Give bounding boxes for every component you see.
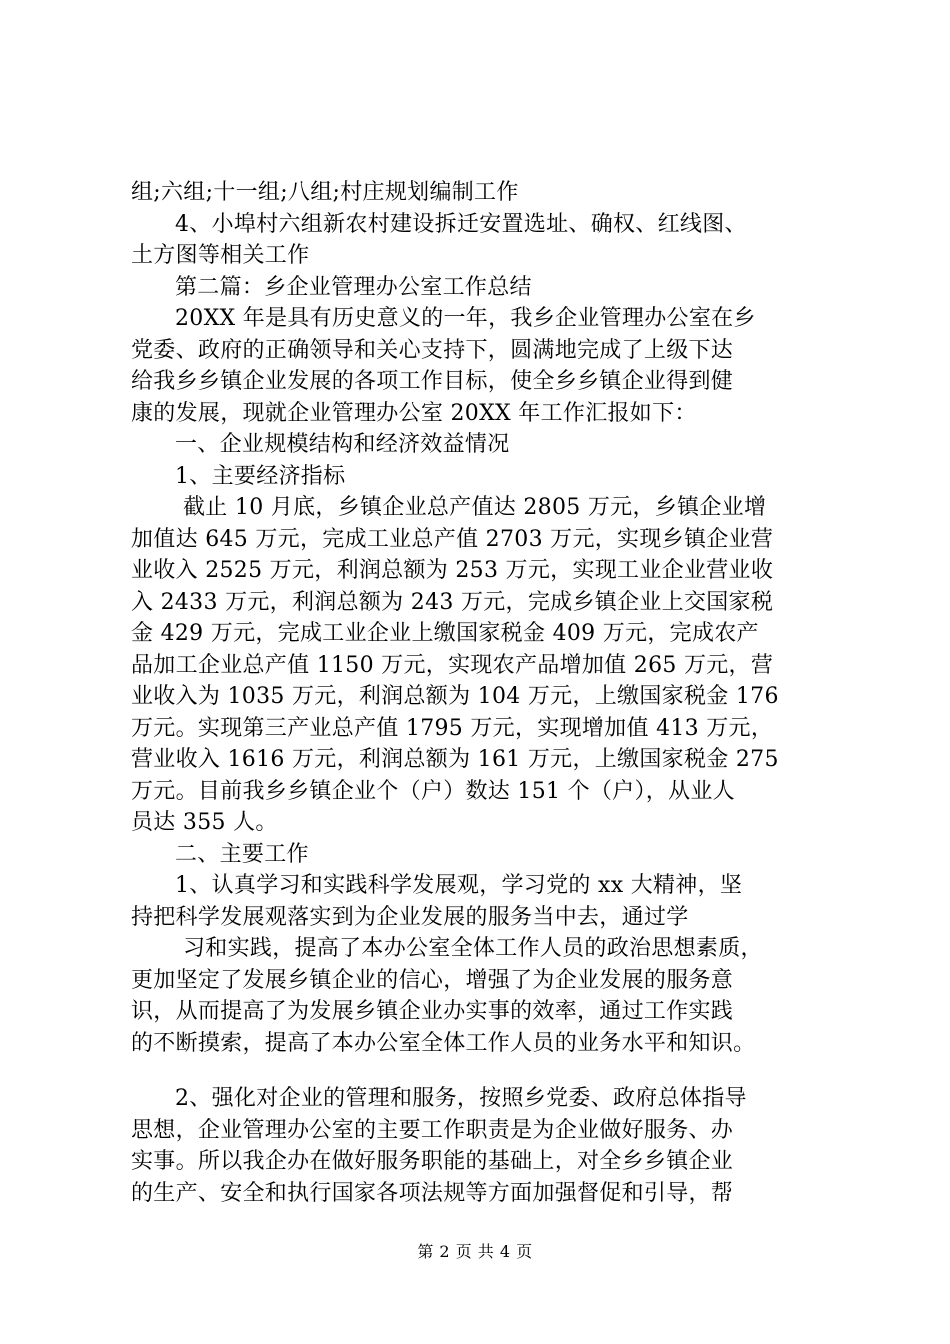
- text-line: 4、小埠村六组新农村建设拆迁安置选址、确权、红线图、: [175, 211, 747, 237]
- text-line: 习和实践，提高了本办公室全体工作人员的政治思想素质，: [183, 936, 763, 961]
- text-line: 20XX 年是具有历史意义的一年，我乡企业管理办公室在乡: [175, 306, 756, 331]
- text-line: 品加工企业总产值 1150 万元，实现农产品增加值 265 万元，营: [131, 652, 774, 678]
- text-line: 给我乡乡镇企业发展的各项工作目标，使全乡乡镇企业得到健: [131, 369, 734, 394]
- page-number-footer: 第 2 页 共 4 页: [417, 1242, 533, 1261]
- text-line: 持把科学发展观落实到为企业发展的服务当中去，通过学: [131, 904, 689, 930]
- text-line: 加值达 645 万元，完成工业总产值 2703 万元，实现乡镇企业营: [131, 526, 774, 552]
- text-line: 的不断摸索，提高了本办公室全体工作人员的业务水平和知识。: [131, 1030, 756, 1056]
- subheading: 一、企业规模结构和经济效益情况: [175, 432, 510, 457]
- text-line: 更加坚定了发展乡镇企业的信心，增强了为企业发展的服务意: [131, 967, 734, 993]
- text-line: 组;六组;十一组;八组;村庄规划编制工作: [131, 180, 519, 205]
- text-line: 业收入 2525 万元，利润总额为 253 万元，实现工业企业营业收: [131, 558, 774, 583]
- text-line: 的生产、安全和执行国家各项法规等方面加强督促和引导，帮: [131, 1180, 734, 1206]
- text-line: 金 429 万元，完成工业企业上缴国家税金 409 万元，完成农产: [131, 621, 759, 646]
- text-line: 营业收入 1616 万元，利润总额为 161 万元，上缴国家税金 275: [131, 747, 779, 772]
- text-line: 万元。目前我乡乡镇企业个（户）数达 151 个（户），从业人: [131, 778, 735, 804]
- text-line: 万元。实现第三产业总产值 1795 万元，实现增加值 413 万元，: [131, 715, 774, 741]
- document-body: [131, 177, 831, 1209]
- subheading: 二、主要工作: [175, 841, 309, 867]
- subheading: 1、主要经济指标: [175, 463, 346, 489]
- text-line: 2、强化对企业的管理和服务，按照乡党委、政府总体指导: [175, 1086, 747, 1111]
- text-line: 识，从而提高了为发展乡镇企业办实事的效率，通过工作实践: [131, 999, 734, 1024]
- text-line: 思想，企业管理办公室的主要工作职责是为企业做好服务、办: [131, 1117, 734, 1143]
- text-line: 入 2433 万元，利润总额为 243 万元，完成乡镇企业上交国家税: [131, 589, 774, 615]
- text-line: 截止 10 月底，乡镇企业总产值达 2805 万元，乡镇企业增: [183, 495, 767, 520]
- text-line: 实事。所以我企办在做好服务职能的基础上，对全乡乡镇企业: [131, 1149, 734, 1174]
- paragraph-gap: [131, 1059, 831, 1083]
- text-line: 业收入为 1035 万元，利润总额为 104 万元，上缴国家税金 176: [131, 684, 779, 709]
- text-line: 员达 355 人。: [131, 810, 278, 835]
- text-line: 康的发展，现就企业管理办公室 20XX 年工作汇报如下：: [131, 400, 697, 426]
- text-line: 1、认真学习和实践科学发展观，学习党的 xx 大精神，坚: [175, 873, 743, 898]
- section-heading: 第二篇：乡企业管理办公室工作总结: [175, 274, 532, 300]
- text-line: 党委、政府的正确领导和关心支持下，圆满地完成了上级下达: [131, 337, 734, 363]
- text-line: 土方图等相关工作: [131, 243, 310, 268]
